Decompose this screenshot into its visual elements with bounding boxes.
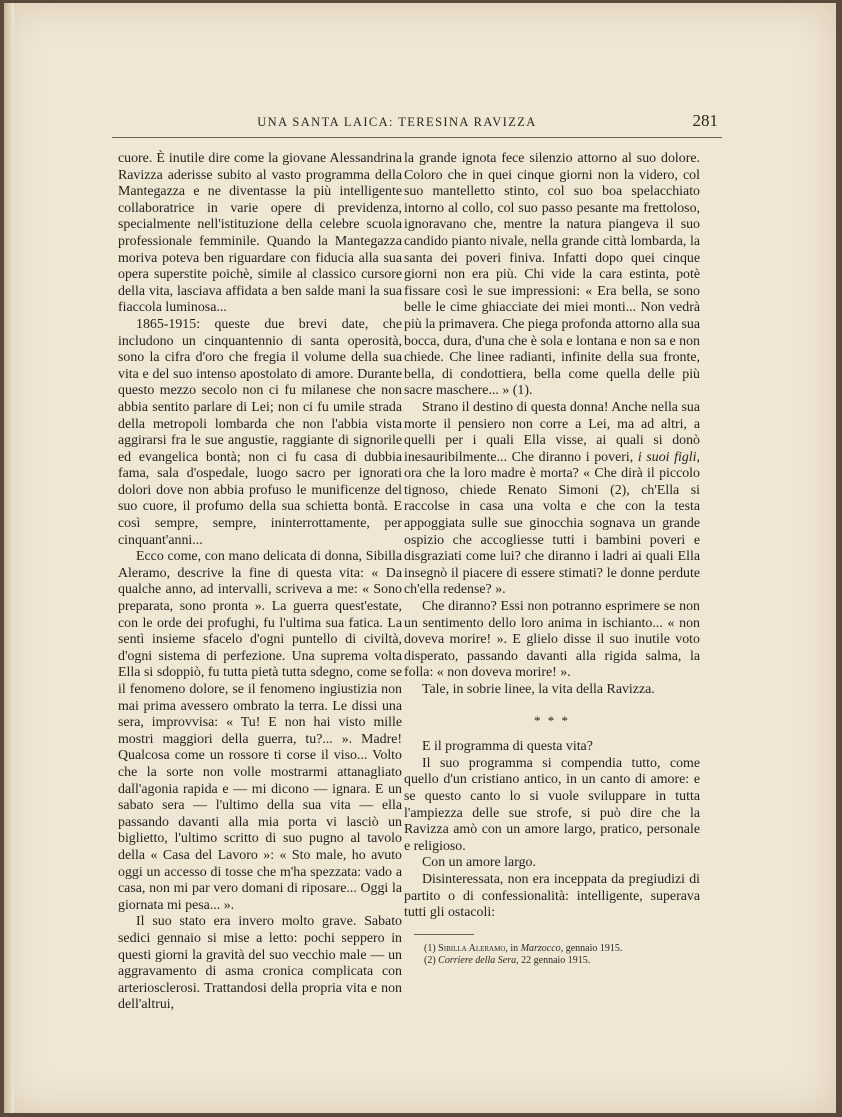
footnote-1 [424,943,700,956]
right-column [404,151,700,968]
paragraph: Il suo stato era invero molto grave. Sabato sedici gennaio si mise a letto: pochi seppero in questi giorni la gravità del suo vecchio male — un aggravamento di asma cronica complicata con arteriosclerosi. Trattandosi della propria vita e non dell'altrui, [118,914,402,1013]
book-page [4,3,836,1113]
paragraph: Il suo programma si compendia tutto, come quello d'un cristiano antico, in un canto di amore: e se questo canto lo si vuole sviluppare in tutta l'ampiezza delle sue strofe, si può dire che la Ravizza amò con un amore largo, pratico, personale e religioso. [404,755,700,854]
emphasis: i suoi figli [637,449,697,465]
paragraph: Ecco come, con mano delicata di donna, Sibilla Aleramo, descrive la fine di questa vita: « Da qualche anno, ad intervalli, scriveva a me: « Sono preparata, sono pronta ». La guerra quest'estate, con le orde dei profughi, fu l'ultima sua fatica. La sentì insieme sfacelo d'ogni puntello di civiltà, d'ogni sistema di perfezione. Una suprema volta Ella si sdoppiò, fu tutta pietà tutta sdegno, come se il fenomeno dolore, se il fenomeno ingiustizia non mai prima avessero ombrato la terra. Le dissi una sera, improvvisa: « Tu! E non hai visto mille mostri maggiori della guerra, tu?... ». Madre! Qualcosa come un rossore ti corse il viso... Volto che la sorte non volle mostrarmi attanagliato dall'agonia rapida e — mi dicono — ignara. E un sabato sera — l'ultimo della sua vita — ella passando davanti alla mia porta vi lasciò un biglietto, l'ultimo scritto di suo pugno al tavolo della « Casa del Lavoro »: « Sto male, ho avuto oggi un accesso di tosse che m'ha spezzata: vado a casa, non mi par vero domani di riposare... Oggi la giornata mi pesa... ». [118,549,402,913]
footnote-date: , 22 gennaio 1915. [516,955,591,967]
paragraph: 1865-1915: queste due brevi date, che includono un cinquantennio di santa operosità, sono la cifra d'oro che fregia il volume della sua vita e del suo intenso apostolato di amore. Durante questo mezzo secolo non ci fu milanese che non abbia sentito parlare di Lei; non ci fu umile strada della metropoli lombarda che non l'abbia vista aggirarsi fra le sue angustie, raggiante di signorile ed evangelica bontà; non ci fu casa di dubbia fama, sala d'ospedale, luogo sacro per ignorati dolori dove non abbia profuso le munificenze del suo cuore, il profumo della sua schietta bontà. E così sempre, sempre, ininterrottamente, per cinquant'anni... [118,316,402,548]
text-span: , ora che la loro madre è morta? « Che dirà il piccolo tignoso, chiede Renato Simoni (2), ch'Ella si raccolse in casa una volta e che con la testa appoggiata sulle sue ginocchia sognava un grande ospizio che accogliesse tutti i bambini poveri e disgraziati come lui? che diranno i ladri ai quali Ella insegnò il piacere di essere stimati? le donne perdute ch'ella redense? ». [404,449,701,598]
footnote-number: (1) [424,942,439,954]
section-ornament: * * * [534,712,570,728]
footnote-rule [414,934,474,935]
text-span: , in [505,942,521,954]
paragraph: Disinteressata, non era inceppata da pregiudizi di partito o di confessionalità: intelligente, superava tutti gli ostacoli: [404,871,700,921]
paragraph: E il programma di questa vita? [422,739,593,755]
footnote-number: (2) [424,955,439,967]
paragraph: cuore. È inutile dire come la giovane Alessandrina Ravizza aderisse subito al vasto programma della Mantegazza e ne diventasse la più intelligente collaboratrice in varie opere di previdenza, specialmente nell'istituzione della celebre scuola professionale femminile. Quando la Mantegazza moriva poteva ben riguardare con fiducia alla sua opera superstite poichè, simile al classico cursore della vita, lasciava affidata a ben salde mani la sua fiaccola luminosa... [118,151,402,316]
footnote-author: Sibilla Aleramo [438,942,506,954]
page-number: 281 [692,111,718,130]
paragraph: la grande ignota fece silenzio attorno al suo dolore. Coloro che in quei cinque giorni non la videro, col suo mantelletto stinto, col suo boa spelacchiato intorno al collo, col suo passo pesante ma frettoloso, ignoravano che, mentre la natura piangeva il suo candido pianto nivale, nella grande città lombarda, la santa dei poveri finiva. Infatti dopo quei cinque giorni non era più. Chi vide la cara estinta, potè fissare così le sue impressioni: « Era bella, se sono belle le cime ghiacciate dei miei monti... Non vedrà più la primavera. Che piega profonda attorno alla sua bocca, dura, d'una che è sola e lontana e non sa e non chiede. Che linee radianti, infinite della sua fronte, bella, di condottiera, bella come quella delle più sacre maschere... » (1). [404,151,700,399]
footnote-2 [424,955,700,968]
paragraph: Con un amore largo. [422,855,536,871]
paragraph [404,400,700,599]
footnote-source: Corriere della Sera [438,955,517,967]
footnote-source: Marzocco [520,942,561,954]
left-column [118,151,402,1014]
text-span: Strano il destino di questa donna! Anche nella sua morte il pensiero non corre a Lei, ma ad altri, a quelli per i quali Ella visse, ai quali si donò inesauribilmente... Che diranno i poveri, [404,399,700,465]
paragraph: Che diranno? Essi non potranno esprimere se non un sentimento dello loro anima in ischianto... « non doveva morire! ». E glielo disse il suo inutile voto disperato, passando davanti alla rigida salma, la folla: « non doveva morire! ». [404,599,700,681]
page-spine-shadow [4,3,14,1113]
footnote-date: , gennaio 1915. [560,942,623,954]
running-title: UNA SANTA LAICA: TERESINA RAVIZZA [257,115,537,129]
paragraph: Tale, in sobrie linee, la vita della Ravizza. [422,682,655,697]
page-header [112,111,722,138]
